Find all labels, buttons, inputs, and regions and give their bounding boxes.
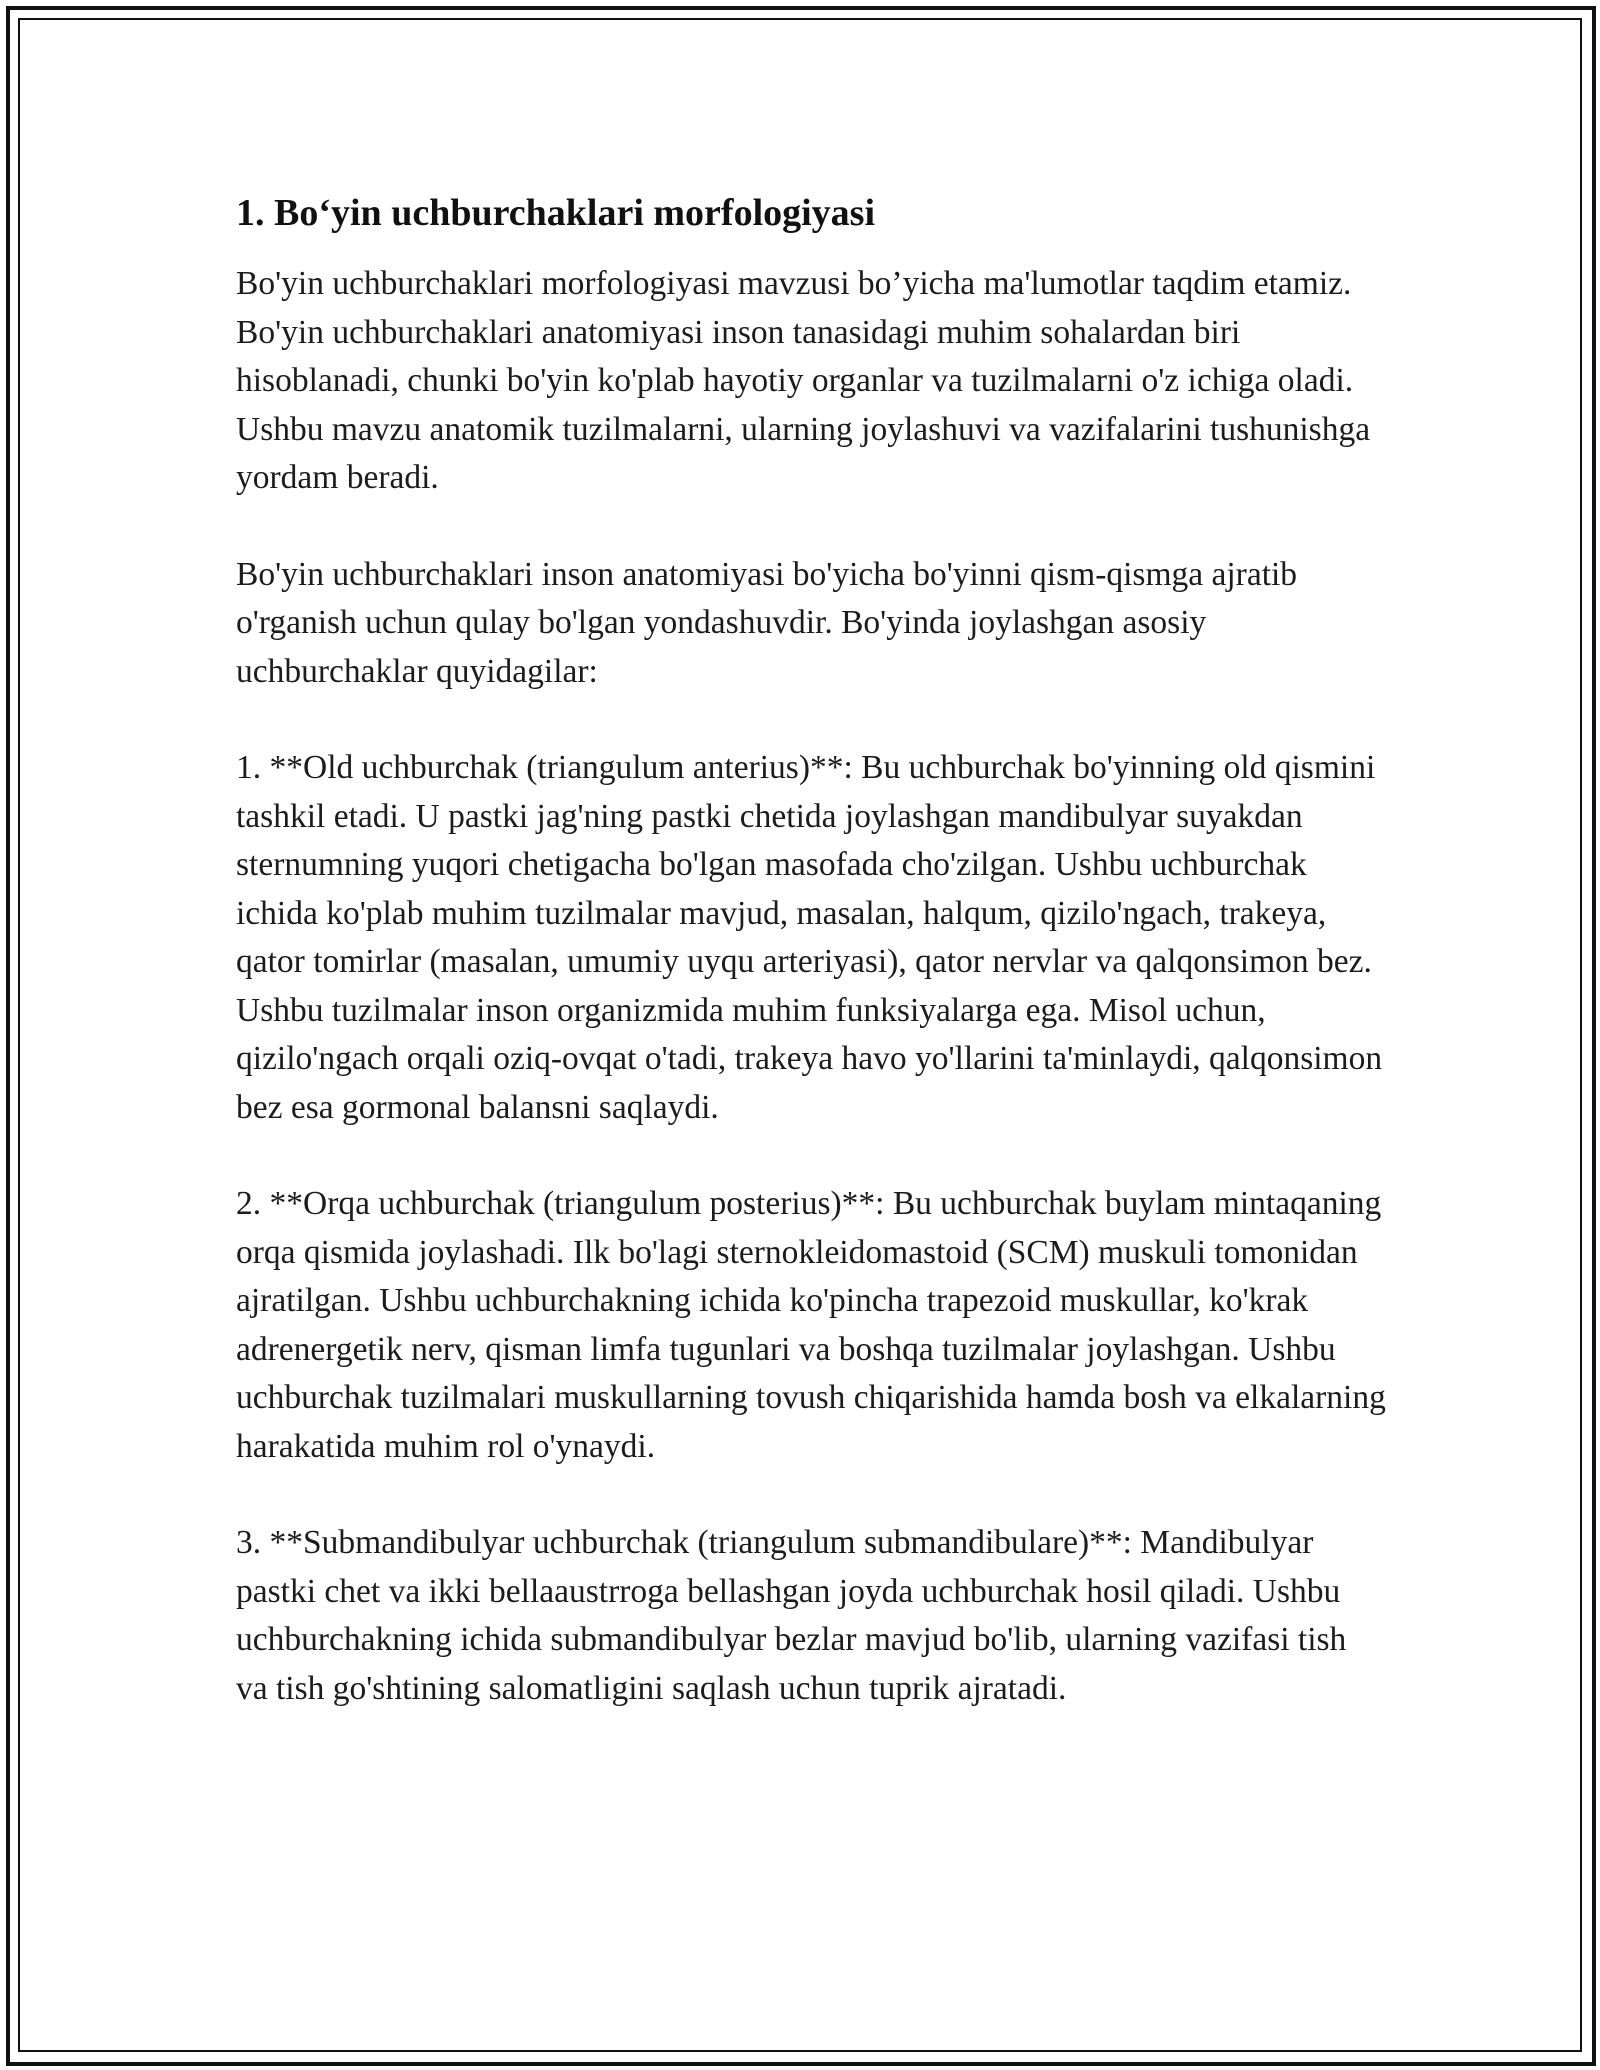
anterior-triangle-paragraph: 1. **Old uchburchak (triangulum anterius)**: Bu uchburchak bo'yinning old qismini tashkil etadi. U pastki jag'ning pastki chetida joylashgan mandibulyar suyakdan sternumning yuqori chetigacha bo'lgan masofada cho'zilgan. Ushbu uchburchak ichida ko'plab muhim tuzilmalar mavjud, masalan, halqum, qizilo'ngach, trakeya, qator tomirlar (masalan, umumiy uyqu arteriyasi), qator nervlar va qalqonsimon bez. Ushbu tuzilmalar inson organizmida muhim funksiyalarga ega. Misol uchun, qizilo'ngach orqali oziq-ovqat o'tadi, trakeya havo yo'llarini ta'minlaydi, qalqonsimon bez esa gormonal balansni saqlaydi. bbox=[236, 749, 1383, 1126]
document-body bbox=[236, 186, 1386, 1761]
document-title: 1. Bo‘yin uchburchaklari morfologiyasi bbox=[236, 192, 876, 234]
posterior-triangle-paragraph: 2. **Orqa uchburchak (triangulum posterius)**: Bu uchburchak buylam mintaqaning orqa qismida joylashadi. Ilk bo'lagi sternokleidomastoid (SCM) muskuli tomonidan ajratilgan. Ushbu uchburchakning ichida ko'pincha trapezoid muskullar, ko'krak adrenergetik nerv, qisman limfa tugunlari va boshqa tuzilmalar joylashgan. Ushbu uchburchak tuzilmalari muskullarning tovush chiqarishida hamda bosh va elkalarning harakatida muhim rol o'ynaydi. bbox=[236, 1185, 1386, 1465]
submandibular-triangle-paragraph: 3. **Submandibulyar uchburchak (triangulum submandibulare)**: Mandibulyar pastki chet va ikki bellaaustrroga bellashgan joyda uchburchak hosil qiladi. Ushbu uchburchakning ichida submandibulyar bezlar mavjud bo'lib, ularning vazifasi tish va tish go'shtining salomatligini saqlash uchun tuprik ajratadi. bbox=[236, 1524, 1347, 1707]
overview-paragraph: Bo'yin uchburchaklari inson anatomiyasi bo'yicha bo'yinni qism-qismga ajratib o'rganish uchun qulay bo'lgan yondashuvdir. Bo'yinda joylashgan asosiy uchburchaklar quyidagilar: bbox=[236, 555, 1298, 690]
intro-paragraph: Bo'yin uchburchaklari morfologiyasi mavzusi bo’yicha ma'lumotlar taqdim etamiz. Bo'yin uchburchaklari anatomiyasi inson tanasidagi muhim sohalardan biri hisoblanadi, chunki bo'yin ko'plab hayotiy organlar va tuzilmalarni o'z ichiga oladi. Ushbu mavzu anatomik tuzilmalarni, ularning joylashuvi va vazifalarini tushunishga yordam beradi. bbox=[236, 265, 1371, 496]
